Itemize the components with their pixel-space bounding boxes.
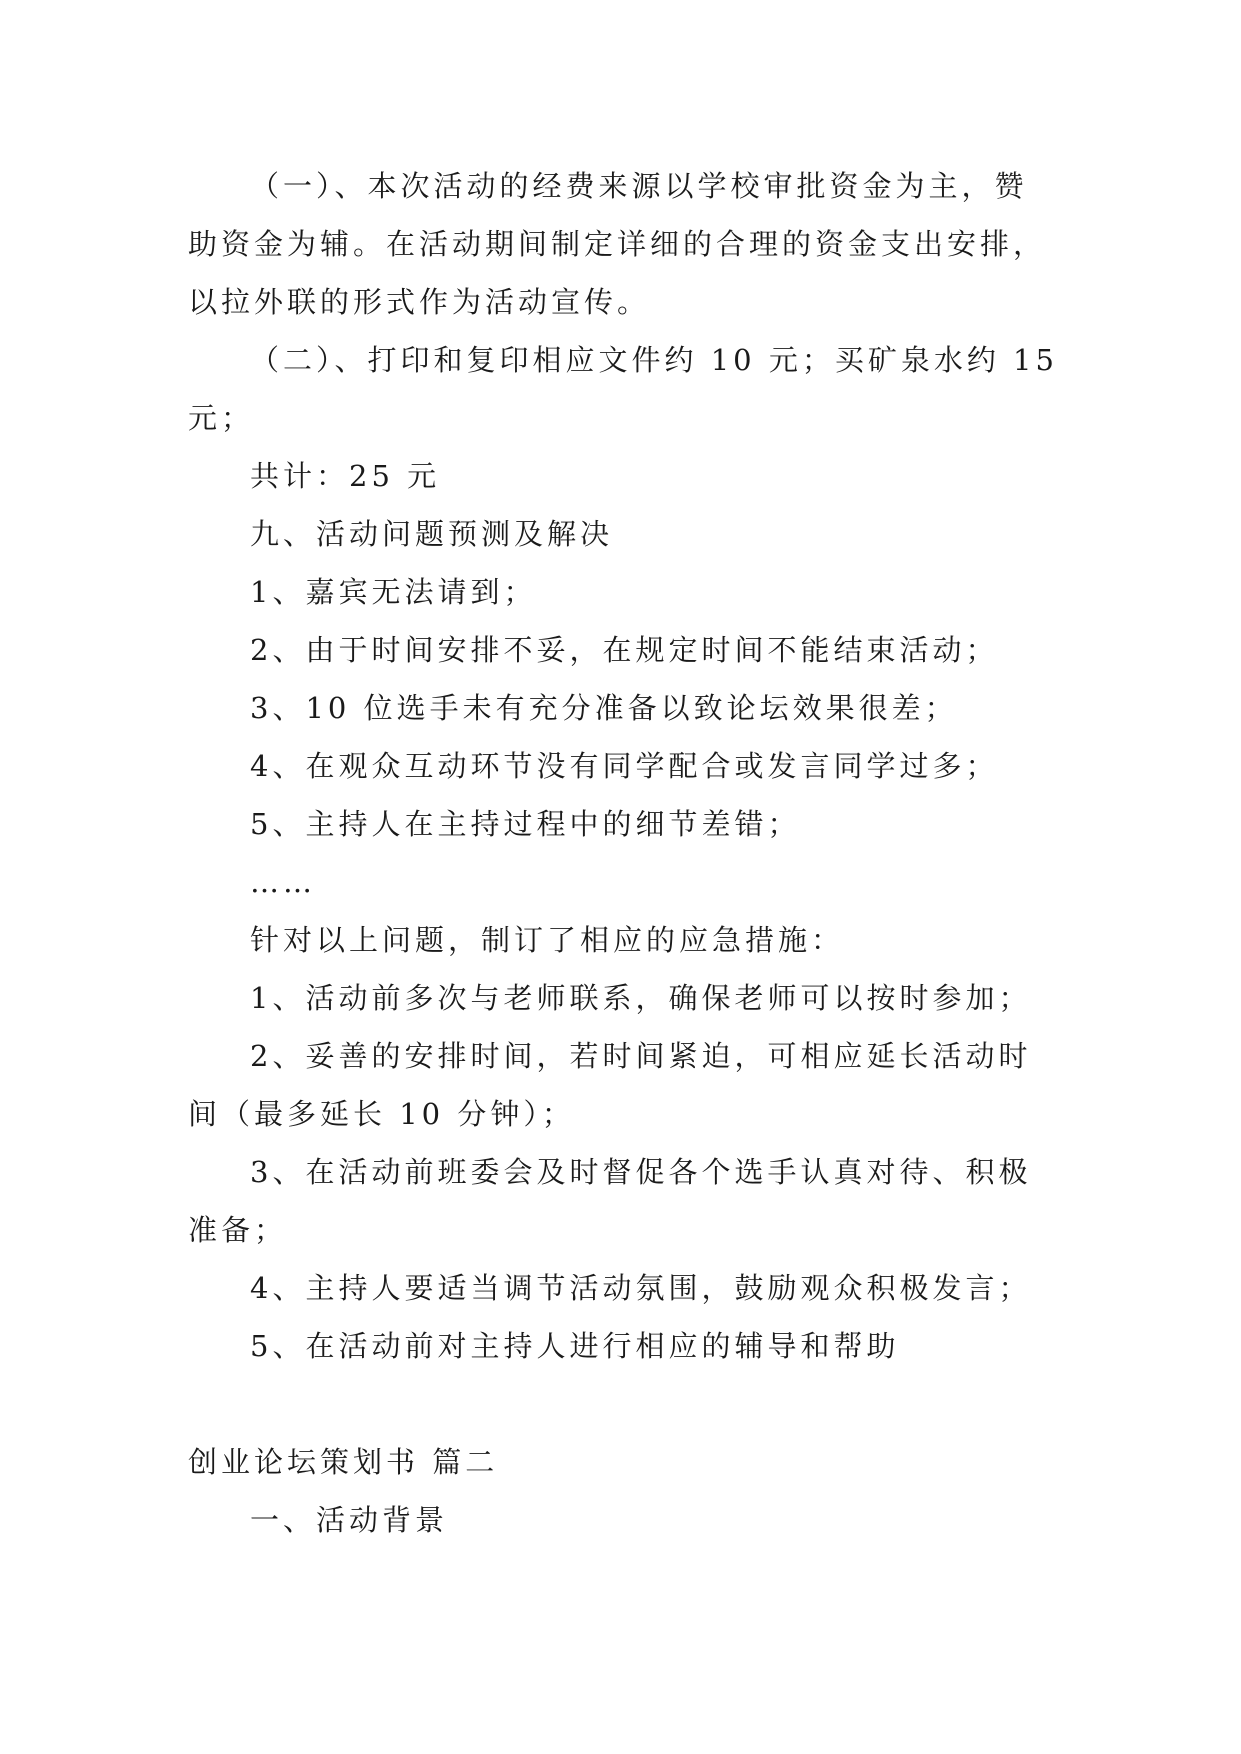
issue-item-2: 2、由于时间安排不妥，在规定时间不能结束活动； (250, 633, 999, 667)
measures-intro: 针对以上问题，制订了相应的应急措施： (250, 923, 845, 957)
measure-item-2-line-2: 间（最多延长 10 分钟）； (188, 1097, 575, 1131)
funding-paragraph-line-2: 助资金为辅。在活动期间制定详细的合理的资金支出安排， (188, 227, 1047, 261)
measure-item-3-line-1: 3、在活动前班委会及时督促各个选手认真对待、积极 (250, 1155, 1032, 1189)
total-cost: 共计：25 元 (250, 459, 441, 493)
cost-paragraph-line-2: 元； (188, 401, 255, 435)
issue-item-5: 5、主持人在主持过程中的细节差错； (250, 807, 801, 841)
issue-item-4: 4、在观众互动环节没有同学配合或发言同学过多； (250, 749, 999, 783)
ellipsis: …… (250, 865, 316, 899)
section-heading-9: 九、活动问题预测及解决 (250, 517, 614, 551)
measure-item-1: 1、活动前多次与老师联系，确保老师可以按时参加； (250, 981, 1032, 1015)
cost-paragraph-line-1: （二）、打印和复印相应文件约 10 元；买矿泉水约 15 (250, 343, 1058, 377)
part-two-section-heading-1: 一、活动背景 (250, 1503, 449, 1537)
measure-item-2-line-1: 2、妥善的安排时间，若时间紧迫，可相应延长活动时 (250, 1039, 1032, 1073)
issue-item-1: 1、嘉宾无法请到； (250, 575, 537, 609)
measure-item-3-line-2: 准备； (188, 1213, 288, 1247)
issue-item-3: 3、10 位选手未有充分准备以致论坛效果很差； (250, 691, 958, 725)
funding-paragraph-line-1: （一）、本次活动的经费来源以学校审批资金为主，赞 (250, 169, 1028, 203)
part-two-title: 创业论坛策划书 篇二 (188, 1445, 499, 1479)
funding-paragraph-line-3: 以拉外联的形式作为活动宣传。 (188, 285, 651, 319)
measure-item-5: 5、在活动前对主持人进行相应的辅导和帮助 (250, 1329, 900, 1363)
measure-item-4: 4、主持人要适当调节活动氛围，鼓励观众积极发言； (250, 1271, 1032, 1305)
